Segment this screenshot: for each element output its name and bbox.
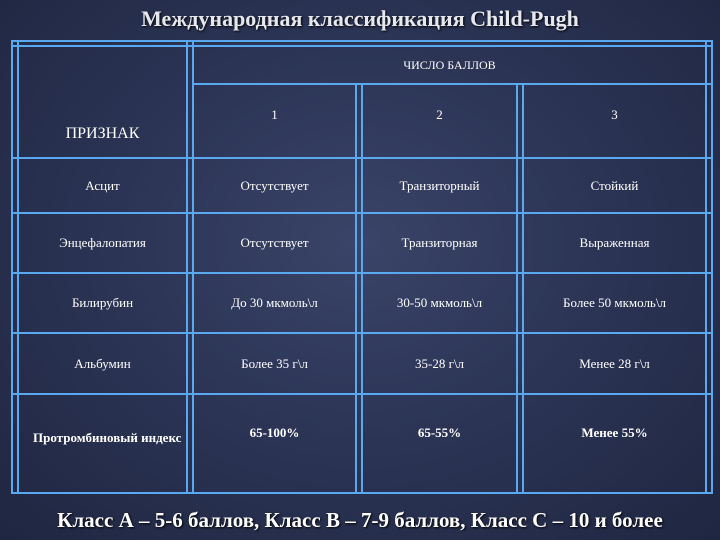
row-feature-albumin: Альбумин xyxy=(74,355,131,371)
table-cell: Стойкий xyxy=(590,177,639,193)
feature-column-header: ПРИЗНАК xyxy=(65,124,140,142)
table-cell: Более 35 г\л xyxy=(241,355,308,371)
score-group-header: ЧИСЛО БАЛЛОВ xyxy=(403,57,496,72)
row-feature-encephalopathy: Энцефалопатия xyxy=(59,235,146,250)
grid-line xyxy=(186,40,188,494)
score-header-2: 2 xyxy=(436,107,443,122)
grid-line xyxy=(11,40,13,494)
table-cell: Выраженная xyxy=(579,235,650,250)
table-cell: 30-50 мкмоль\л xyxy=(396,295,483,310)
grid-line xyxy=(11,40,713,42)
table-cell: До 30 мкмоль\л xyxy=(231,295,318,310)
grid-line xyxy=(355,84,357,494)
score-header-3: 3 xyxy=(611,107,618,122)
table-cell: Более 50 мкмоль\л xyxy=(563,295,666,310)
table-cell: Менее 55% xyxy=(581,424,648,440)
grid-line xyxy=(11,492,713,494)
row-feature-ascites: Асцит xyxy=(85,177,120,193)
table-cell: Транзиторный xyxy=(399,177,480,193)
table-cell: Менее 28 г\л xyxy=(579,355,650,371)
table-cell: Отсутствует xyxy=(240,177,309,193)
grid-line xyxy=(705,40,707,494)
table-cell: 65-100% xyxy=(249,424,300,440)
page-title: Международная классификация Child-Pugh xyxy=(141,6,579,31)
classification-summary: Класс А – 5-6 баллов, Класс В – 7-9 баллов, Класс С – 10 и более xyxy=(57,508,663,532)
grid-line xyxy=(711,40,713,494)
row-feature-bilirubin: Билирубин xyxy=(71,295,134,310)
grid-line xyxy=(516,84,518,494)
table-cell: 65-55% xyxy=(417,424,462,440)
table-cell: Транзиторная xyxy=(401,235,478,250)
table-cell: 35-28 г\л xyxy=(414,355,464,371)
row-feature-prothrombin-index: Протромбиновый индекс xyxy=(33,430,182,445)
score-header-1: 1 xyxy=(271,107,278,122)
child-pugh-table xyxy=(11,40,713,494)
table-cell: Отсутствует xyxy=(240,235,309,250)
